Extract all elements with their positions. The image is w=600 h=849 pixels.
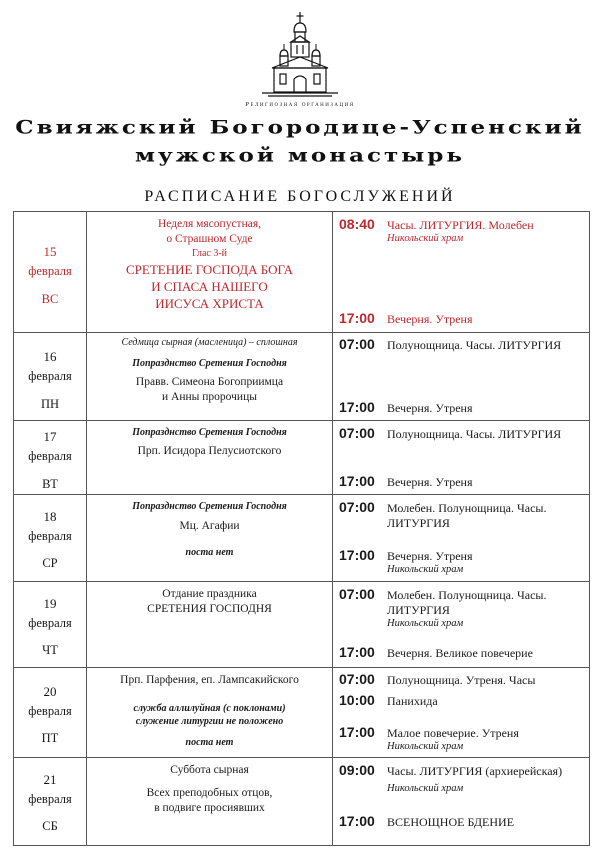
service-name: Вечерня. Утреня — [387, 548, 473, 563]
service-name: Малое повечерие. Утреня — [387, 725, 519, 740]
service-time: 17:00 — [339, 310, 375, 326]
service-name: Полунощница. Часы. ЛИТУРГИЯ — [387, 427, 562, 441]
service-name-cont: ЛИТУРГИЯ — [387, 602, 450, 617]
services-cell — [333, 494, 590, 581]
date-cell — [14, 757, 87, 845]
schedule-table — [13, 211, 590, 846]
month-label: февраля — [28, 449, 72, 464]
day-number: 18 — [43, 508, 57, 524]
day-number: 16 — [43, 349, 57, 364]
service-time: 07:00 — [339, 670, 375, 687]
afterfeast-note: Попразднство Сретения Господня — [132, 358, 287, 369]
feast-line: о Страшном Суде — [166, 232, 253, 245]
services-cell — [333, 212, 590, 333]
service-rule-note: служба аллилуйная (с поклонами) — [133, 702, 286, 714]
service-item — [339, 762, 585, 794]
day-number: 21 — [43, 771, 57, 787]
month-label: февраля — [28, 616, 72, 631]
service-name: Панихида — [387, 693, 438, 708]
service-rule-note: служение литургии не положено — [135, 715, 284, 727]
tone-label: Глас 3-й — [191, 247, 228, 259]
feast-line: Неделя мясопустная, — [158, 218, 261, 230]
service-time: 17:00 — [339, 812, 375, 829]
feast-cell — [87, 757, 333, 845]
service-item — [339, 644, 585, 661]
fasting-note: поста нет — [185, 546, 234, 558]
service-name: ВСЕНОЩНОЕ БДЕНИЕ — [387, 814, 515, 829]
service-time: 17:00 — [339, 399, 375, 415]
services-cell — [333, 421, 590, 495]
afterfeast-note: Попразднство Сретения Господня — [132, 500, 287, 512]
date-cell — [14, 333, 87, 421]
date-cell — [14, 581, 87, 667]
feast-title: ИИСУСА ХРИСТА — [155, 295, 264, 311]
feast-line: и Анны пророчицы — [162, 390, 257, 403]
service-item — [339, 586, 585, 629]
schedule-row — [14, 421, 590, 495]
weekday-label: ВТ — [42, 476, 58, 491]
feast-line: Прп. Исидора Пелусиотского — [137, 445, 282, 457]
service-item — [339, 399, 585, 416]
feast-cell — [87, 421, 333, 495]
service-location: Никольский храм — [387, 233, 464, 244]
schedule-row — [14, 667, 590, 757]
service-time: 07:00 — [339, 336, 375, 352]
feast-line: в подвиге просиявших — [154, 801, 265, 814]
service-time: 17:00 — [339, 473, 375, 489]
feast-line: Суббота сырная — [170, 763, 249, 776]
feast-cell — [87, 494, 333, 581]
services-cell — [333, 581, 590, 667]
service-name: Вечерня. Великое повечерие — [387, 645, 533, 660]
day-number: 17 — [43, 429, 57, 444]
schedule-row — [14, 757, 590, 845]
service-item — [339, 336, 585, 353]
service-item — [339, 547, 585, 575]
service-location: Никольский храм — [387, 563, 464, 575]
week-note: Седмица сырная (масленица) – сплошная — [121, 337, 298, 348]
service-item — [339, 671, 585, 688]
service-location: Никольский храм — [387, 740, 464, 752]
feast-line: Прп. Парфения, еп. Лампсакийского — [120, 673, 299, 686]
service-time: 17:00 — [339, 546, 375, 563]
service-location: Никольский храм — [387, 617, 464, 629]
feast-line: Всех преподобных отцов, — [146, 786, 273, 799]
month-label: февраля — [28, 369, 72, 384]
feast-cell — [87, 333, 333, 421]
weekday-label: ВС — [41, 291, 59, 306]
service-time: 17:00 — [339, 643, 375, 660]
feast-cell — [87, 581, 333, 667]
feast-line: СРЕТЕНИЯ ГОСПОДНЯ — [147, 602, 272, 615]
feast-cell — [87, 667, 333, 757]
feast-cell — [87, 212, 333, 333]
schedule-subtitle: РАСПИСАНИЕ БОГОСЛУЖЕНИЙ — [144, 188, 456, 205]
service-time: 09:00 — [339, 761, 375, 778]
weekday-label: ПТ — [41, 731, 59, 746]
service-item — [339, 473, 585, 490]
weekday-label: ЧТ — [42, 643, 58, 658]
services-cell — [333, 333, 590, 421]
feast-title: СРЕТЕНИЕ ГОСПОДА БОГА — [126, 261, 293, 277]
service-name: Молебен. Полунощница. Часы. — [387, 500, 547, 515]
service-item — [339, 499, 585, 531]
service-name: Часы. ЛИТУРГИЯ. Молебен — [387, 218, 534, 232]
day-number: 19 — [43, 595, 57, 611]
monastery-church-icon — [258, 10, 342, 102]
service-item — [339, 425, 585, 442]
day-number: 15 — [43, 244, 57, 259]
date-cell — [14, 667, 87, 757]
schedule-row — [14, 494, 590, 581]
service-name: Вечерня. Утреня — [387, 475, 473, 489]
schedule-row — [14, 212, 590, 333]
monastery-title-line1: Свияжский Богородице-Успенский — [15, 116, 585, 139]
service-name: Часы. ЛИТУРГИЯ (архиерейская) — [387, 763, 563, 778]
service-item — [339, 216, 585, 244]
service-time: 10:00 — [339, 691, 375, 708]
service-location: Никольский храм — [387, 782, 464, 794]
weekday-label: СР — [42, 556, 58, 571]
service-name: Вечерня. Утреня — [387, 401, 473, 415]
service-time: 17:00 — [339, 723, 375, 740]
service-name: Молебен. Полунощница. Часы. — [387, 587, 547, 602]
service-name: Вечерня. Утреня — [387, 312, 473, 326]
service-item — [339, 310, 585, 327]
monastery-title-line2: мужской монастырь — [134, 144, 465, 167]
service-time: 07:00 — [339, 585, 375, 602]
service-time: 07:00 — [339, 498, 375, 515]
date-cell — [14, 494, 87, 581]
service-name: Полунощница. Утреня. Часы — [387, 672, 536, 687]
afterfeast-note: Попразднство Сретения Господня — [132, 427, 287, 438]
date-cell — [14, 212, 87, 333]
service-item — [339, 692, 585, 709]
feast-line: Отдание праздника — [162, 587, 257, 600]
month-label: февраля — [28, 264, 72, 279]
month-label: февраля — [28, 704, 72, 719]
weekday-label: СБ — [42, 819, 58, 834]
services-cell — [333, 667, 590, 757]
service-time: 07:00 — [339, 425, 375, 441]
services-cell — [333, 757, 590, 845]
feast-line: Правв. Симеона Богоприимца — [135, 376, 284, 388]
feast-title: И СПАСА НАШЕГО — [151, 278, 268, 294]
service-item — [339, 724, 585, 752]
month-label: февраля — [28, 529, 72, 544]
org-label: Религиозная организация — [245, 101, 355, 108]
service-time: 08:40 — [339, 216, 375, 232]
service-item — [339, 813, 585, 830]
month-label: февраля — [28, 792, 72, 807]
weekday-label: ПН — [40, 396, 60, 411]
service-name-cont: ЛИТУРГИЯ — [387, 515, 450, 530]
schedule-row — [14, 333, 590, 421]
schedule-row — [14, 581, 590, 667]
fasting-note: поста нет — [185, 736, 234, 748]
feast-line: Мц. Агафии — [179, 519, 240, 532]
service-name: Полунощница. Часы. ЛИТУРГИЯ — [387, 338, 562, 352]
date-cell — [14, 421, 87, 495]
day-number: 20 — [43, 683, 57, 699]
